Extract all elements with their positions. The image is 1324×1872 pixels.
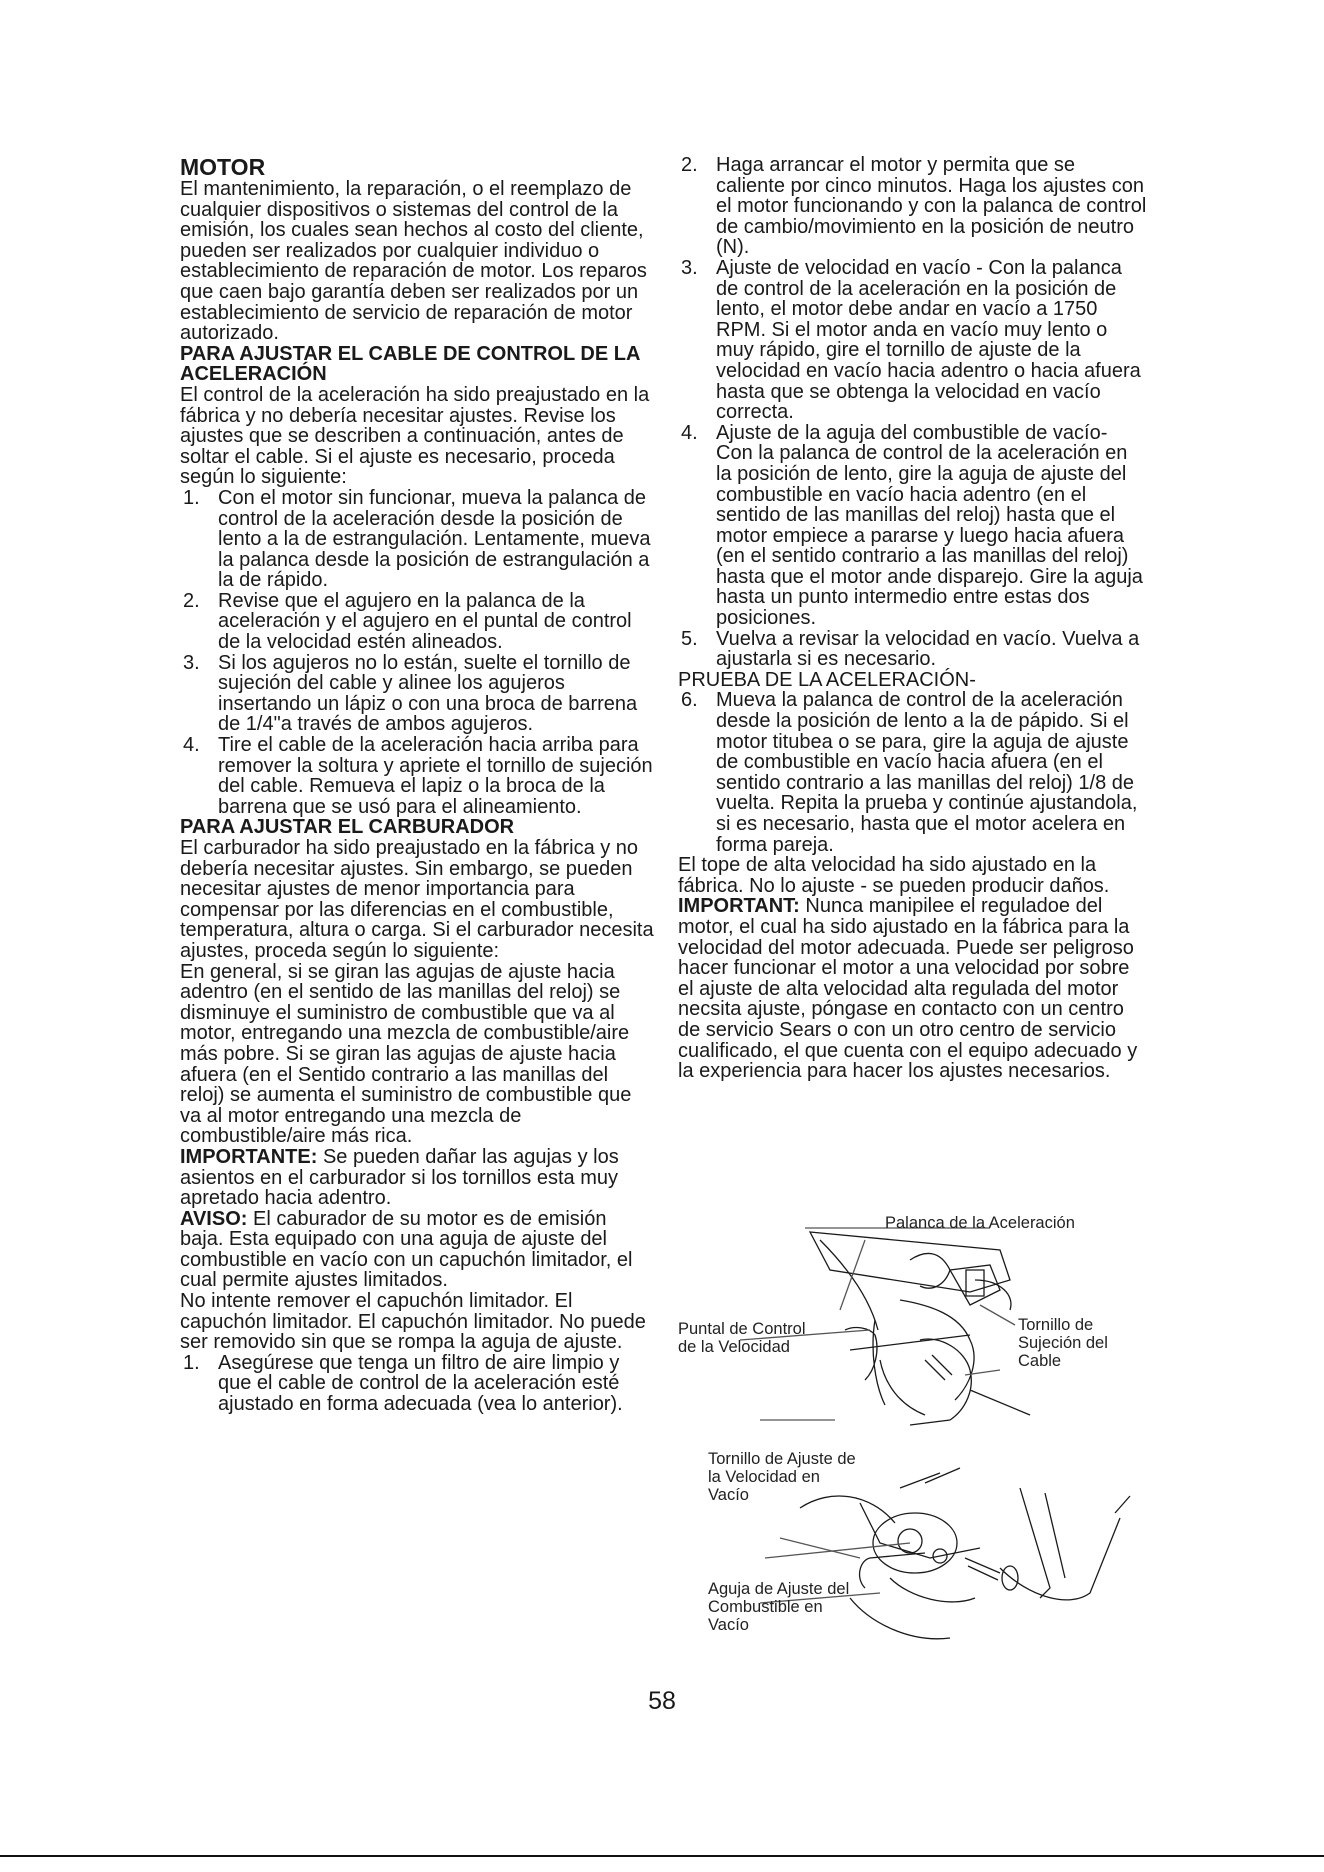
cable-heading: PARA AJUSTAR EL CABLE DE CONTROL DE LA ACELERACIÓN <box>180 342 640 386</box>
step-number: 3. <box>681 256 698 279</box>
bottom-divider <box>0 1855 1324 1857</box>
step-number: 2. <box>183 589 200 612</box>
carburetor-paragraph-general: En general, si se giran las agujas de ajuste hacia adentro (en el sentido de las manillas del reloj) se disminuye el suministro de combustible que va al motor, entregando una mezcla de combustible/aire más pobre. Si se giran las agujas de ajuste hacia afuera (en el Sentido contrario a las manillas del reloj) se aumenta el suministro de combustible que va al motor entregando una mezcla de combustible/aire más rica. <box>180 960 632 1148</box>
left-column <box>180 155 655 1415</box>
throttle-figure <box>670 1210 1150 1445</box>
carburetor-paragraph: El carburador ha sido preajustado en la fábrica y no debería necesitar ajustes. Sin embargo, se pueden necesitar ajustes de menor importancia para compensar por las diferencias en el combustible, temperatura, altura o carga. Si el carburador necesita ajustes, proceda según lo siguiente: <box>180 837 654 962</box>
important-label: IMPORTANT: <box>678 895 800 918</box>
aviso-text: El caburador de su motor es de emisión baja. Esta equipado con una aguja de ajuste del combustible en vacío con un capuchón limitador, el cual permite ajustes limitados. <box>180 1207 633 1292</box>
step-text: Revise que el agujero en la palanca de la aceleración y el agujero en el puntal de control de la velocidad estén alineados. <box>218 589 632 654</box>
carburetor-step <box>180 1353 655 1415</box>
aviso-label: AVISO: <box>180 1207 248 1230</box>
importante-note <box>180 1147 655 1209</box>
cable-step <box>180 488 655 591</box>
step-number: 2. <box>681 154 698 176</box>
aguja-label: Aguja de Ajuste del Combustible en Vacío <box>708 1580 850 1634</box>
important-note <box>678 896 1148 1081</box>
tornillo-ajuste-label: Tornillo de Ajuste de la Velocidad en Vacío <box>708 1450 856 1504</box>
cable-step <box>180 735 655 817</box>
step-text: Asegúrese que tenga un filtro de aire limpio y que el cable de control de la aceleración esté ajustado en forma adecuada (vea lo anterior). <box>218 1351 623 1416</box>
step-number: 6. <box>681 689 698 712</box>
step-text: Vuelva a revisar la velocidad en vacío. Vuelva a ajustarla si es necesario. <box>716 627 1140 671</box>
step-number: 1. <box>183 486 200 509</box>
step-number: 5. <box>681 627 698 650</box>
step-number: 1. <box>183 1351 200 1374</box>
motor-paragraph: El mantenimiento, la reparación, o el reemplazo de cualquier dispositivos o sistemas del control de la emisión, los cuales sean hechos al costo del cliente, pueden ser realizados por cualquier individuo o establecimiento de reparación de motor. Los reparos que caen bajo garantía deben ser realizados por un establecimiento de servicio de reparación de motor autorizado. <box>180 178 647 345</box>
step-number: 4. <box>681 421 698 444</box>
step-text: Ajuste de la aguja del combustible de vacío- Con la palanca de control de la aceleración en la posición de lento, gire la aguja de ajuste del combustible en vacío hacia adentro (en el sentido de las manillas del reloj) hasta que el motor empiece a pararse y luego hacia afuera (en el sentido contrario a las manillas del reloj) hasta que el motor ande disparejo. Gire la aguja hasta un punto intermedio entre estas dos posiciones. <box>716 421 1143 630</box>
step-text: Ajuste de velocidad en vacío - Con la palanca de control de la aceleración en la posición de lento, el motor debe andar en vacío a 1750 RPM. Si el motor anda en vacío muy lento o muy rápido, gire el tornillo de ajuste de la velocidad en vacío hacia adentro o hacia afuera hasta que se obtenga la velocidad en vacío correcta. <box>716 256 1141 424</box>
tope-paragraph: El tope de alta velocidad ha sido ajustado en la fábrica. No lo ajuste - se pueden producir daños. <box>678 854 1110 897</box>
puntal-label: Puntal de Control de la Velocidad <box>678 1320 806 1356</box>
palanca-label: Palanca de la Aceleración <box>885 1214 1075 1232</box>
motor-heading: MOTOR <box>180 154 266 180</box>
page-number: 58 <box>648 1687 676 1715</box>
carburetor-step <box>678 423 1148 629</box>
step-text: Tire el cable de la aceleración hacia arriba para remover la soltura y apriete el tornillo de sujeción del cable. Remueva el lapiz o la broca de la barrena que se usó para el alineamiento. <box>218 734 653 818</box>
step-text: Con el motor sin funcionar, mueva la palanca de control de la aceleración desde la posición de lento a la de estrangulación. Lentamente, mueva la palanca desde la posición de estrangulación a la de rápido. <box>218 486 651 592</box>
importante-label: IMPORTANTE: <box>180 1145 318 1168</box>
step-number: 4. <box>183 734 200 757</box>
carburetor-step <box>678 629 1148 670</box>
carburetor-figure <box>700 1448 1150 1683</box>
important-text: Nunca manipilee el reguladoe del motor, el cual ha sido ajustado en la fábrica para la velocidad del motor adecuada. Puede ser peligroso hacer funcionar el motor a una velocidad por sobre el ajuste de alta velocidad alta regulada del motor necsita ajuste, póngase en contacto con un centro de servicio Sears o con un otro centro de servicio cualificado, el que cuenta con el equipo adecuado y la experiencia para hacer los ajustes necesarios. <box>678 895 1138 1083</box>
aviso-note-continued: No intente remover el capuchón limitador. El capuchón limitador. El capuchón limitador. No puede ser removido sin que se rompa la aguja de ajuste. <box>180 1290 646 1354</box>
carburetor-step <box>678 690 1148 855</box>
cable-paragraph: El control de la aceleración ha sido preajustado en la fábrica y no debería necesitar ajustes. Revise los ajustes que se describen a continuación, antes de soltar el cable. Si el ajuste es necesario, proceda según lo siguiente: <box>180 383 650 489</box>
carburetor-step <box>678 258 1148 423</box>
carburetor-heading: PARA AJUSTAR EL CARBURADOR <box>180 816 515 839</box>
prueba-heading: PRUEBA DE LA ACELERACIÓN- <box>678 668 976 691</box>
step-text: Mueva la palanca de control de la aceleración desde la posición de lento a la de pápido. Si el motor titubea o se para, gire la aguja de ajuste de combustible en vacío hacia afuera (en el sentido contrario a las manillas del reloj) 1/8 de vuelta. Repita la prueba y continúe ajustandola, si es necesario, hasta que el motor acelera en forma pareja. <box>716 689 1138 856</box>
right-column <box>678 155 1148 1082</box>
cable-step <box>180 591 655 653</box>
step-text: Haga arrancar el motor y permita que se caliente por cinco minutos. Haga los ajustes con el motor funcionando y con la palanca de control de cambio/movimiento en la posición de neutro (N). <box>716 154 1147 259</box>
importante-text: Se pueden dañar las agujas y los asientos en el carburador si los tornillos esta muy apretado hacia adentro. <box>180 1145 619 1210</box>
step-number: 3. <box>183 651 200 674</box>
carburetor-step <box>678 155 1148 258</box>
cable-step <box>180 653 655 735</box>
tornillo-sujecion-label: Tornillo de Sujeción del Cable <box>1018 1316 1108 1370</box>
aviso-note <box>180 1209 655 1291</box>
step-text: Si los agujeros no lo están, suelte el tornillo de sujeción del cable y alinee los agujeros insertando un lápiz o con una broca de barrena de 1/4"a través de ambos agujeros. <box>218 651 638 736</box>
